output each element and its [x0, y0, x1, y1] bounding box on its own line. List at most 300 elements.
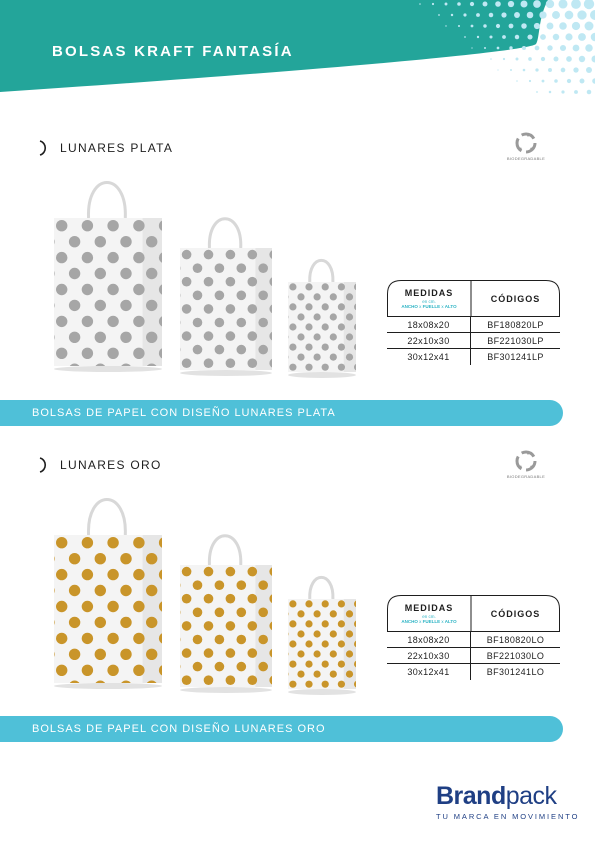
polka-dot — [204, 594, 214, 604]
pattern-dot — [501, 12, 506, 17]
polka-dot — [40, 601, 42, 612]
polka-dot — [273, 600, 280, 607]
polka-dot — [40, 348, 42, 359]
polka-dot — [171, 662, 181, 672]
polka-dot — [314, 313, 321, 320]
pattern-dot — [529, 80, 531, 82]
polka-dot — [322, 681, 329, 688]
polka-dot — [43, 364, 54, 375]
polka-dot — [120, 585, 131, 596]
polka-dot — [354, 323, 361, 330]
polka-dot — [133, 379, 144, 380]
polka-dot — [330, 313, 337, 320]
polka-dot — [346, 293, 353, 300]
polka-dot — [297, 333, 304, 340]
polka-dot — [107, 284, 118, 295]
page-title: BOLSAS KRAFT FANTASÍA — [52, 43, 294, 60]
medidas-unit: en cm. — [422, 614, 436, 619]
polka-dot — [182, 358, 192, 368]
pattern-dot — [552, 11, 560, 19]
polka-dot — [43, 553, 54, 564]
polka-dot — [237, 635, 247, 645]
pattern-dot — [534, 23, 540, 29]
pattern-dot — [553, 34, 559, 40]
code-cell: BF221030LP — [487, 336, 544, 346]
polka-dot — [82, 696, 93, 697]
polka-dot — [248, 621, 258, 631]
polka-dot — [305, 620, 312, 627]
polka-dot — [43, 681, 54, 692]
polka-dot — [354, 681, 361, 688]
polka-dot — [248, 304, 258, 314]
pattern-dot — [560, 45, 566, 51]
polka-dot — [40, 569, 42, 580]
polka-dot — [56, 696, 67, 697]
pattern-dot — [586, 67, 592, 73]
table-row — [387, 317, 560, 333]
polka-dot — [346, 333, 353, 340]
polka-dot — [215, 318, 225, 328]
polka-dot — [185, 379, 196, 380]
polka-dot — [322, 600, 329, 607]
polka-dot — [237, 662, 247, 672]
polka-dot — [281, 691, 288, 697]
pattern-dot — [561, 68, 566, 73]
polka-dot — [338, 323, 345, 330]
polka-dot — [330, 354, 337, 361]
polka-dot — [237, 608, 247, 618]
polka-dot — [120, 300, 131, 311]
polka-dot — [133, 569, 144, 580]
polka-dot — [338, 364, 345, 371]
pattern-dot — [549, 91, 552, 94]
polka-dot — [237, 263, 247, 273]
dim-x: x — [419, 304, 422, 309]
polka-dot — [69, 300, 80, 311]
polka-dot — [215, 580, 225, 590]
polka-dot — [107, 537, 118, 548]
polka-dot — [40, 537, 42, 548]
polka-dot — [107, 220, 118, 231]
pattern-dot — [561, 90, 564, 93]
polka-dot — [204, 567, 214, 577]
polka-dot — [82, 220, 93, 231]
polka-dot — [354, 303, 361, 310]
polka-dot — [159, 601, 170, 612]
polka-dot — [171, 635, 181, 645]
polka-dot — [69, 649, 80, 660]
polka-dot — [120, 268, 131, 279]
polka-dot — [133, 696, 144, 697]
polka-dot — [185, 537, 196, 548]
polka-dot — [69, 236, 80, 247]
table-row — [387, 648, 560, 664]
polka-dot — [120, 649, 131, 660]
polka-dot — [69, 553, 80, 564]
polka-dot — [226, 675, 236, 685]
polka-dot — [146, 300, 157, 311]
polka-dot — [354, 344, 361, 351]
polka-dot — [185, 220, 196, 231]
pattern-dot — [445, 3, 448, 6]
polka-dot — [273, 661, 280, 668]
polka-dot — [107, 569, 118, 580]
polka-dot — [204, 304, 214, 314]
table-row — [387, 333, 560, 349]
code-cell: BF221030LO — [486, 651, 545, 661]
polka-dot — [146, 617, 157, 628]
polka-dot — [82, 316, 93, 327]
logo-pack: pack — [505, 782, 557, 810]
pattern-dot — [509, 46, 512, 49]
polka-dot — [43, 236, 54, 247]
pattern-dot — [547, 45, 552, 50]
polka-dot — [362, 691, 369, 697]
polka-dot — [56, 220, 67, 231]
polka-dot — [305, 661, 312, 668]
polka-dot — [159, 696, 170, 697]
polka-dot — [354, 600, 361, 607]
polka-dot — [330, 610, 337, 617]
polka-dot — [43, 268, 54, 279]
polka-dot — [120, 332, 131, 343]
banner-plata — [0, 400, 563, 426]
polka-dot — [346, 650, 353, 657]
polka-dot — [258, 263, 268, 273]
polka-dot — [258, 580, 268, 590]
polka-dot — [226, 331, 236, 341]
polka-dot — [273, 681, 280, 688]
polka-dot — [305, 303, 312, 310]
polka-dot — [182, 621, 192, 631]
polka-dot — [43, 585, 54, 596]
dim-x: x — [441, 619, 444, 624]
polka-dot — [182, 304, 192, 314]
polka-dot — [322, 283, 329, 290]
pattern-dot — [528, 57, 532, 61]
polka-dot — [159, 316, 170, 327]
polka-dot — [193, 608, 203, 618]
polka-dot — [40, 379, 42, 380]
polka-dot — [95, 553, 106, 564]
section-heading-oro — [38, 457, 162, 473]
pattern-dot — [457, 2, 461, 6]
polka-dot — [159, 348, 170, 359]
polka-dot — [258, 291, 268, 301]
polka-dot — [289, 620, 296, 627]
polka-dot — [56, 316, 67, 327]
polka-dot — [248, 277, 258, 287]
pattern-dot — [585, 44, 592, 51]
polka-dot — [305, 344, 312, 351]
polka-dot — [338, 303, 345, 310]
polka-dot — [226, 567, 236, 577]
polka-dot — [133, 537, 144, 548]
pattern-dot — [490, 58, 492, 60]
bag-illustration — [273, 260, 370, 380]
pattern-dot — [497, 69, 498, 70]
polka-dot — [314, 354, 321, 361]
polka-dot — [82, 665, 93, 676]
polka-dot — [305, 364, 312, 371]
polka-dot — [289, 681, 296, 688]
polka-dot — [362, 630, 369, 637]
polka-dot — [237, 291, 247, 301]
polka-dot — [322, 344, 329, 351]
polka-dot — [322, 620, 329, 627]
biodegradable-badge — [501, 132, 551, 161]
pattern-dot — [591, 33, 595, 42]
polka-dot — [120, 236, 131, 247]
size-cell: 22x10x30 — [387, 648, 471, 663]
polka-dot — [40, 316, 42, 327]
polka-dot — [107, 379, 118, 380]
polka-dot — [172, 553, 183, 564]
pattern-dot — [573, 45, 580, 52]
polka-dot — [226, 648, 236, 658]
pattern-dot — [527, 12, 534, 19]
polka-dot — [133, 601, 144, 612]
pattern-dot — [483, 24, 486, 27]
polka-dot — [269, 594, 279, 604]
polka-dot — [69, 268, 80, 279]
polka-dot — [69, 585, 80, 596]
polka-dot — [269, 331, 279, 341]
polka-dot — [171, 608, 181, 618]
polka-dot — [305, 283, 312, 290]
polka-dot — [362, 671, 369, 678]
pattern-dot — [495, 1, 501, 7]
pattern-dot — [579, 56, 585, 62]
polka-dot — [182, 567, 192, 577]
polka-dot — [362, 293, 369, 300]
polka-dot — [133, 316, 144, 327]
size-cell: 30x12x41 — [387, 349, 471, 365]
spec-table-oro — [387, 595, 560, 680]
polka-dot — [171, 318, 181, 328]
medidas-header — [387, 595, 471, 632]
pattern-dot — [567, 79, 571, 83]
bag-handle — [310, 577, 333, 599]
polka-dot — [215, 662, 225, 672]
polka-dot — [346, 671, 353, 678]
polka-dot — [281, 650, 288, 657]
polka-dot — [146, 553, 157, 564]
polka-dot — [146, 585, 157, 596]
polka-dot — [82, 252, 93, 263]
medidas-dims — [401, 619, 456, 624]
polka-dot — [314, 630, 321, 637]
polka-dot — [171, 580, 181, 590]
polka-dot — [56, 601, 67, 612]
polka-dot — [354, 620, 361, 627]
polka-dot — [40, 220, 42, 231]
pattern-dot — [535, 46, 540, 51]
bracket-icon — [38, 140, 48, 156]
pattern-dot — [580, 79, 585, 84]
polka-dot — [146, 649, 157, 660]
section-heading-plata — [38, 140, 173, 156]
polka-dot — [182, 277, 192, 287]
polka-dot — [215, 291, 225, 301]
polka-dot — [95, 585, 106, 596]
polka-dot — [248, 675, 258, 685]
polka-dot — [171, 372, 181, 380]
polka-dot — [56, 665, 67, 676]
banner-text: BOLSAS DE PAPEL CON DISEÑO LUNARES PLATA — [32, 407, 336, 419]
pattern-dot — [523, 69, 526, 72]
polka-dot — [258, 635, 268, 645]
medidas-dims — [401, 304, 456, 309]
polka-dot — [226, 594, 236, 604]
polka-dot — [289, 661, 296, 668]
polka-dot — [56, 348, 67, 359]
bag-handle — [209, 219, 240, 248]
polka-dot — [273, 640, 280, 647]
pattern-dot — [489, 35, 492, 38]
polka-dot — [56, 284, 67, 295]
polka-dot — [107, 665, 118, 676]
polka-dot — [338, 681, 345, 688]
polka-dot — [354, 364, 361, 371]
polka-dot — [159, 569, 170, 580]
polka-dot — [322, 364, 329, 371]
polka-dot — [40, 284, 42, 295]
polka-dot — [273, 364, 280, 371]
bag-shadow — [54, 683, 162, 689]
polka-dot — [107, 696, 118, 697]
pattern-dot — [527, 34, 532, 39]
pattern-dot — [553, 56, 558, 61]
pattern-dot — [483, 2, 488, 7]
polka-dot — [193, 635, 203, 645]
polka-dot — [146, 332, 157, 343]
polka-dot — [269, 621, 279, 631]
polka-dot — [107, 252, 118, 263]
polka-dot — [193, 318, 203, 328]
polka-dot — [248, 648, 258, 658]
pattern-dot — [547, 23, 554, 30]
code-cell: BF301241LO — [486, 667, 545, 677]
polka-dot — [107, 316, 118, 327]
dim-x: x — [419, 619, 422, 624]
polka-dot — [281, 671, 288, 678]
polka-dot — [82, 348, 93, 359]
polka-dot — [269, 648, 279, 658]
polka-dot — [258, 662, 268, 672]
bag-shadow — [54, 366, 162, 372]
polka-dot — [281, 630, 288, 637]
pattern-dot — [566, 56, 572, 62]
polka-dot — [193, 291, 203, 301]
pattern-dot — [521, 23, 527, 29]
polka-dot — [291, 250, 301, 260]
pattern-dot — [463, 13, 466, 16]
polka-dot — [133, 633, 144, 644]
polka-dot — [273, 344, 280, 351]
polka-dot — [330, 293, 337, 300]
polka-dot — [297, 354, 304, 361]
biodegradable-label: BIODEGRADABLE — [506, 474, 546, 479]
recycle-icon — [515, 450, 537, 472]
polka-dot — [171, 689, 181, 697]
pattern-dot — [554, 79, 558, 83]
polka-dot — [95, 617, 106, 628]
polka-dot — [289, 303, 296, 310]
polka-dot — [159, 220, 170, 231]
polka-dot — [297, 650, 304, 657]
polka-dot — [269, 304, 279, 314]
polka-dot — [226, 358, 236, 368]
size-cell: 18x08x20 — [387, 317, 471, 332]
pattern-dot — [516, 80, 518, 82]
polka-dot — [197, 553, 208, 564]
polka-dot — [269, 277, 279, 287]
polka-dot — [82, 284, 93, 295]
dim-ancho: ANCHO — [401, 619, 418, 624]
pattern-dot — [502, 35, 506, 39]
pattern-dot — [497, 47, 500, 50]
polka-dot — [204, 648, 214, 658]
polka-dot — [159, 665, 170, 676]
polka-dot — [362, 313, 369, 320]
polka-dot — [291, 567, 301, 577]
codigos-title: CÓDIGOS — [490, 293, 541, 304]
polka-dot — [297, 293, 304, 300]
pattern-dot — [471, 25, 474, 28]
polka-dot — [314, 293, 321, 300]
pattern-dot — [477, 36, 479, 38]
polka-dot — [346, 354, 353, 361]
polka-dot — [322, 303, 329, 310]
polka-dot — [289, 323, 296, 330]
polka-dot — [197, 236, 208, 247]
medidas-header — [387, 280, 471, 317]
pattern-dot — [419, 3, 421, 5]
brandpack-logo — [436, 782, 579, 821]
pattern-dot — [451, 14, 453, 16]
polka-dot — [314, 650, 321, 657]
dim-alto: ALTO — [444, 304, 457, 309]
pattern-dot — [587, 90, 592, 95]
polka-dot — [182, 648, 192, 658]
pattern-dot — [539, 11, 546, 18]
polka-dot — [193, 345, 203, 355]
bag-shadow — [288, 689, 356, 695]
pattern-dot — [521, 1, 528, 8]
table-row — [387, 664, 560, 680]
polka-dot — [338, 600, 345, 607]
pattern-dot — [471, 47, 472, 48]
polka-dot — [273, 620, 280, 627]
polka-dot — [338, 344, 345, 351]
pattern-dot — [565, 33, 572, 40]
pattern-dot — [584, 0, 594, 9]
pattern-dot — [489, 13, 494, 18]
polka-dot — [133, 665, 144, 676]
polka-dot — [362, 374, 369, 380]
polka-dot — [133, 284, 144, 295]
polka-dot — [273, 323, 280, 330]
polka-dot — [273, 303, 280, 310]
pattern-dot — [458, 25, 460, 27]
bag-shadow — [180, 687, 272, 693]
polka-dot — [338, 620, 345, 627]
polka-dot — [82, 537, 93, 548]
polka-dot — [362, 650, 369, 657]
polka-dot — [248, 331, 258, 341]
polka-dot — [146, 268, 157, 279]
